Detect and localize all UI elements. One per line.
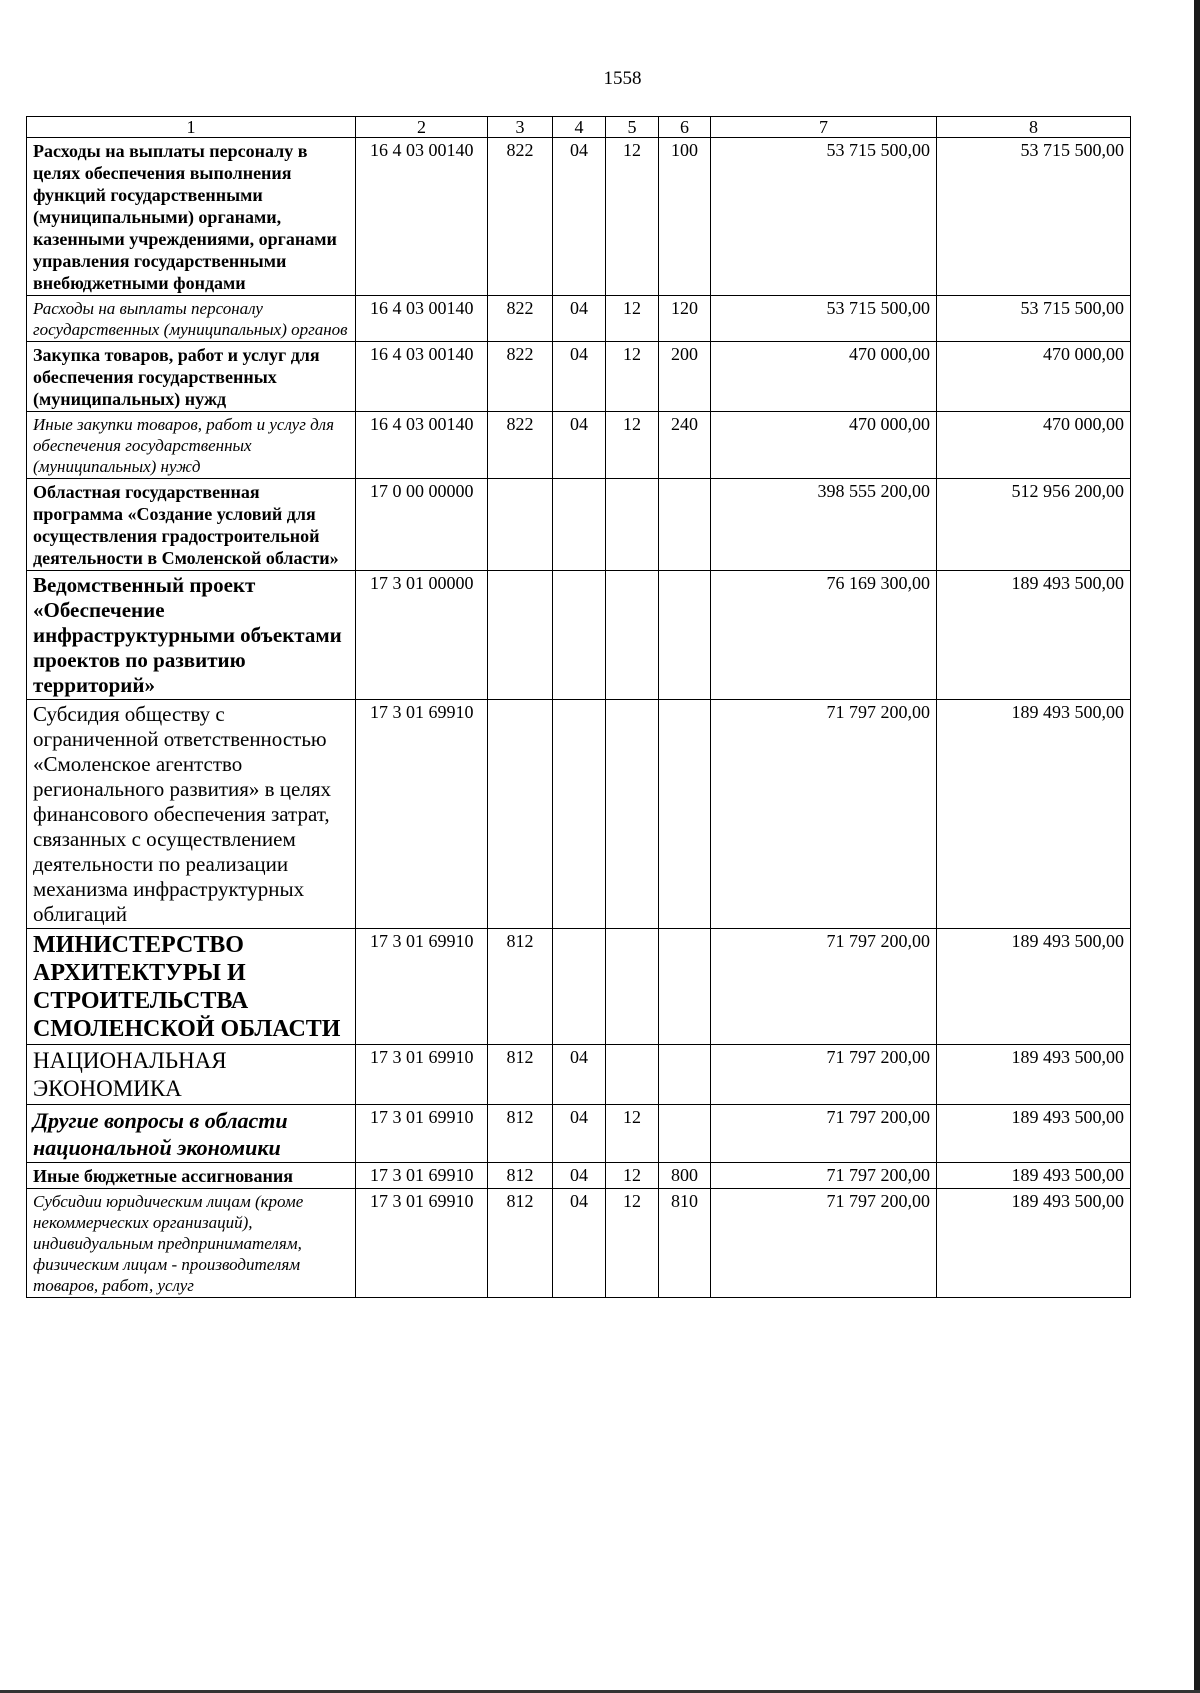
row-code: 16 4 03 00140 (356, 138, 488, 296)
row-amount-year1: 71 797 200,00 (711, 929, 937, 1045)
row-amount-year2: 189 493 500,00 (937, 1163, 1131, 1189)
row-section-code: 04 (553, 1163, 606, 1189)
row-amount-year2: 189 493 500,00 (937, 1105, 1131, 1163)
table-row (27, 571, 1131, 700)
row-subsection-code: 12 (606, 1105, 659, 1163)
row-section-code (553, 700, 606, 929)
row-subsection-code (606, 1045, 659, 1105)
row-amount-year2: 512 956 200,00 (937, 479, 1131, 571)
table-row (27, 342, 1131, 412)
row-amount-year1: 470 000,00 (711, 342, 937, 412)
row-expense-type (659, 700, 711, 929)
row-amount-year1: 53 715 500,00 (711, 138, 937, 296)
table-row (27, 1163, 1131, 1189)
row-name: Расходы на выплаты персоналу в целях обеспечения выполнения функций государственными (муниципальными) органами, казенными учреждениями, органами управления государственными внебюджетными фондами (27, 138, 356, 296)
page-number: 1558 (603, 68, 642, 89)
row-section-code (553, 929, 606, 1045)
row-ved-code: 822 (488, 138, 553, 296)
row-name: Субсидии юридическим лицам (кроме некоммерческих организаций), индивидуальным предпринимателям, физическим лицам - производителям товаров, работ, услуг (27, 1189, 356, 1298)
row-code: 17 3 01 69910 (356, 1045, 488, 1105)
row-amount-year1: 71 797 200,00 (711, 1163, 937, 1189)
row-ved-code (488, 479, 553, 571)
table-row (27, 412, 1131, 479)
row-code: 17 3 01 69910 (356, 1189, 488, 1298)
row-subsection-code (606, 700, 659, 929)
table-row (27, 1105, 1131, 1163)
row-code: 17 3 01 69910 (356, 929, 488, 1045)
row-amount-year2: 189 493 500,00 (937, 1045, 1131, 1105)
row-amount-year2: 189 493 500,00 (937, 1189, 1131, 1298)
row-subsection-code: 12 (606, 412, 659, 479)
row-name: Ведомственный проект «Обеспечение инфраструктурными объектами проектов по развитию территорий» (27, 571, 356, 700)
row-name: НАЦИОНАЛЬНАЯ ЭКОНОМИКА (27, 1045, 356, 1105)
header-col-5: 5 (606, 117, 659, 138)
header-col-7: 7 (711, 117, 937, 138)
row-amount-year2: 470 000,00 (937, 342, 1131, 412)
row-expense-type: 120 (659, 296, 711, 342)
row-code: 16 4 03 00140 (356, 412, 488, 479)
table-row (27, 700, 1131, 929)
row-expense-type: 240 (659, 412, 711, 479)
header-col-1: 1 (27, 117, 356, 138)
row-expense-type (659, 571, 711, 700)
row-amount-year2: 189 493 500,00 (937, 700, 1131, 929)
row-ved-code: 812 (488, 1105, 553, 1163)
row-subsection-code (606, 479, 659, 571)
row-amount-year1: 398 555 200,00 (711, 479, 937, 571)
row-amount-year1: 71 797 200,00 (711, 1189, 937, 1298)
row-subsection-code: 12 (606, 296, 659, 342)
row-amount-year2: 53 715 500,00 (937, 296, 1131, 342)
row-ved-code: 812 (488, 1163, 553, 1189)
row-ved-code (488, 700, 553, 929)
row-code: 16 4 03 00140 (356, 342, 488, 412)
row-ved-code: 822 (488, 342, 553, 412)
row-expense-type: 200 (659, 342, 711, 412)
row-amount-year2: 189 493 500,00 (937, 571, 1131, 700)
table-row (27, 296, 1131, 342)
row-name: Субсидия обществу с ограниченной ответственностью «Смоленское агентство регионального развития» в целях финансового обеспечения затрат, связанных с осуществлением деятельности по реализации механизма инфраструктурных облигаций (27, 700, 356, 929)
row-section-code (553, 571, 606, 700)
row-section-code: 04 (553, 342, 606, 412)
row-name: Областная государственная программа «Создание условий для осуществления градостроительной деятельности в Смоленской области» (27, 479, 356, 571)
row-subsection-code: 12 (606, 1189, 659, 1298)
row-name: МИНИСТЕРСТВО АРХИТЕКТУРЫ И СТРОИТЕЛЬСТВА СМОЛЕНСКОЙ ОБЛАСТИ (27, 929, 356, 1045)
table-body (27, 138, 1131, 1298)
header-col-3: 3 (488, 117, 553, 138)
row-expense-type (659, 1045, 711, 1105)
header-col-8: 8 (937, 117, 1131, 138)
row-ved-code: 812 (488, 929, 553, 1045)
table-row (27, 1189, 1131, 1298)
row-code: 17 3 01 69910 (356, 1105, 488, 1163)
row-amount-year2: 189 493 500,00 (937, 929, 1131, 1045)
row-amount-year1: 470 000,00 (711, 412, 937, 479)
row-amount-year1: 71 797 200,00 (711, 1105, 937, 1163)
row-expense-type (659, 1105, 711, 1163)
header-col-4: 4 (553, 117, 606, 138)
table-row (27, 138, 1131, 296)
table-row (27, 479, 1131, 571)
row-name: Иные бюджетные ассигнования (27, 1163, 356, 1189)
row-subsection-code: 12 (606, 342, 659, 412)
row-code: 17 3 01 69910 (356, 1163, 488, 1189)
row-name: Иные закупки товаров, работ и услуг для обеспечения государственных (муниципальных) нужд (27, 412, 356, 479)
row-ved-code: 822 (488, 412, 553, 479)
row-expense-type: 810 (659, 1189, 711, 1298)
row-section-code: 04 (553, 1045, 606, 1105)
header-col-2: 2 (356, 117, 488, 138)
row-code: 17 0 00 00000 (356, 479, 488, 571)
row-amount-year2: 470 000,00 (937, 412, 1131, 479)
row-ved-code: 812 (488, 1045, 553, 1105)
row-code: 17 3 01 00000 (356, 571, 488, 700)
row-subsection-code: 12 (606, 1163, 659, 1189)
table-row (27, 1045, 1131, 1105)
row-expense-type: 100 (659, 138, 711, 296)
row-expense-type: 800 (659, 1163, 711, 1189)
table-row (27, 929, 1131, 1045)
row-section-code: 04 (553, 138, 606, 296)
row-ved-code: 812 (488, 1189, 553, 1298)
row-subsection-code: 12 (606, 138, 659, 296)
row-amount-year1: 53 715 500,00 (711, 296, 937, 342)
row-name: Закупка товаров, работ и услуг для обеспечения государственных (муниципальных) нужд (27, 342, 356, 412)
row-amount-year2: 53 715 500,00 (937, 138, 1131, 296)
row-expense-type (659, 929, 711, 1045)
row-expense-type (659, 479, 711, 571)
row-amount-year1: 76 169 300,00 (711, 571, 937, 700)
row-subsection-code (606, 571, 659, 700)
row-section-code (553, 479, 606, 571)
row-name: Другие вопросы в области национальной экономики (27, 1105, 356, 1163)
row-ved-code (488, 571, 553, 700)
header-row (27, 117, 1131, 138)
row-amount-year1: 71 797 200,00 (711, 1045, 937, 1105)
row-subsection-code (606, 929, 659, 1045)
row-ved-code: 822 (488, 296, 553, 342)
header-col-6: 6 (659, 117, 711, 138)
row-name: Расходы на выплаты персоналу государственных (муниципальных) органов (27, 296, 356, 342)
row-code: 17 3 01 69910 (356, 700, 488, 929)
page-edge-right (1194, 0, 1200, 1693)
row-section-code: 04 (553, 412, 606, 479)
budget-table (26, 116, 1131, 1298)
row-section-code: 04 (553, 1189, 606, 1298)
row-code: 16 4 03 00140 (356, 296, 488, 342)
row-amount-year1: 71 797 200,00 (711, 700, 937, 929)
row-section-code: 04 (553, 1105, 606, 1163)
row-section-code: 04 (553, 296, 606, 342)
